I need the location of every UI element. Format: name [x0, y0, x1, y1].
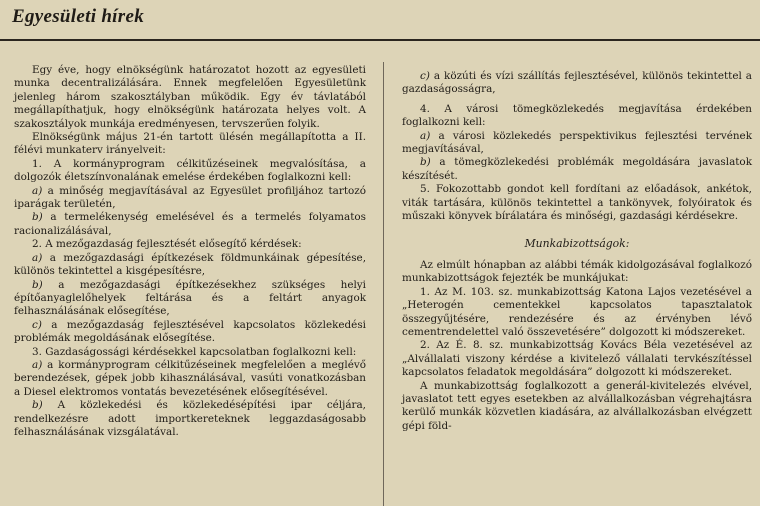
committee-1: 1. Az M. 103. sz. munkabizottság Katona Lajos vezetésével a „Heterogén cementekkel kapcsolatos tapasztalatok összegyűjtésére, rendezésére és az érvényben lévő cementrendelettel való összevetésére” dolgozott ki módszereket. — [402, 285, 752, 338]
column-divider — [383, 62, 384, 506]
item-3: 3. Gazdaságossági kérdésekkel kapcsolatban foglalkozni kell: — [32, 345, 357, 358]
meeting-paragraph: Elnökségünk május 21-én tartott ülésén megállapította a II. félévi munkaterv irányelveit: — [14, 131, 366, 157]
item-1: 1. A kormányprogram célkitűzéseinek megvalósítása, a dolgozók életszínvonalának emelése érdekében foglalkozni kell: — [14, 157, 366, 184]
committee-2: 2. Az É. 8. sz. munkabizottság Kovács Béla vezetésével az „Alvállalati viszony kérdése a kivitelező vállalati tervkészítéssel kapcsolatos feladatok megoldására” dolgozott ki módszereket. — [402, 339, 752, 379]
page-title: Egyesületi hírek — [12, 6, 144, 27]
committees-intro: Az elmúlt hónapban az alábbi témák kidolgozásával foglalkozó munkabizottságok fejezték be munkájukat: — [402, 258, 752, 285]
item-1a: a) a minőség megjavításával az Egyesület profiljához tartozó iparágak területén, — [14, 184, 366, 211]
section-heading: Munkabizottságok: — [524, 237, 630, 251]
item-2: 2. A mezőgazdaság fejlesztését elősegítő kérdések: — [32, 238, 302, 251]
item-3a: a) a kormányprogram célkitűzéseinek megfelelően a meglévő berendezések, gépek jobb kihasználásával, vasúti vonatkozásban a Diesel elektromos vontatás bevezetésének elősegítésével. — [14, 358, 366, 398]
item-4b: b) a tömegközlekedési problémák megoldására javaslatok készítését. — [402, 156, 752, 182]
item-3b: b) A közlekedési és közlekedésépítési ipar céljára, rendelkezésre adott importkereteknek leggazdaságosabb felhasználásának vizsgálatával. — [14, 399, 366, 438]
committee-work: A munkabizottság foglalkozott a generál-kivitelezés elvével, javaslatot tett egyes esetekben az alvállalkozásban végrehajtásra kerülő munkák közvetlen kiadására, az alvállalkozásban elvégzett gépi föld- — [402, 379, 752, 432]
right-column — [402, 70, 752, 433]
left-column — [14, 64, 366, 439]
title-rule — [0, 39, 760, 41]
intro-paragraph: Egy éve, hogy elnökségünk határozatot hozott az egyesületi munka decentralizálására. Ennek megfelelően Egyesületünk jelenleg három szakosztályban működik. Egy év távlatából megállapíthatjuk, hogy elnökségünk határozata helyes volt. A szakosztályok munkája eredményesen, tervszerűen folyik. — [14, 64, 366, 130]
item-2a: a) a mezőgazdasági építkezések földmunkáinak gépesítése, különös tekintettel a kisgépesítésre, — [14, 251, 366, 278]
item-5: 5. Fokozottabb gondot kell fordítani az előadások, ankétok, viták tartására, különös tekintettel a tankönyvek, folyóiratok és műszaki könyvek bírálatára és minőségi, gazdasági kérdésekre. — [402, 183, 752, 223]
item-3c: c) a közúti és vízi szállítás fejlesztésével, különös tekintettel a gazdaságosságra, — [402, 70, 752, 96]
item-4a: a) a városi közlekedés perspektivikus fejlesztési tervének megjavításával, — [402, 129, 752, 156]
item-2c: c) a mezőgazdaság fejlesztésével kapcsolatos közlekedési problémák megoldásának elősegítése. — [14, 318, 366, 345]
item-4: 4. A városi tömegközlekedés megjavítása érdekében foglalkozni kell: — [402, 102, 752, 129]
item-1b: b) a termelékenység emelésével és a termelés folyamatos racionalizálásával, — [14, 211, 366, 237]
item-2b: b) a mezőgazdasági építkezésekhez szükséges helyi építőanyaglelőhelyek feltárása és a feltárt anyagok felhasználásának elősegítése, — [14, 278, 366, 318]
